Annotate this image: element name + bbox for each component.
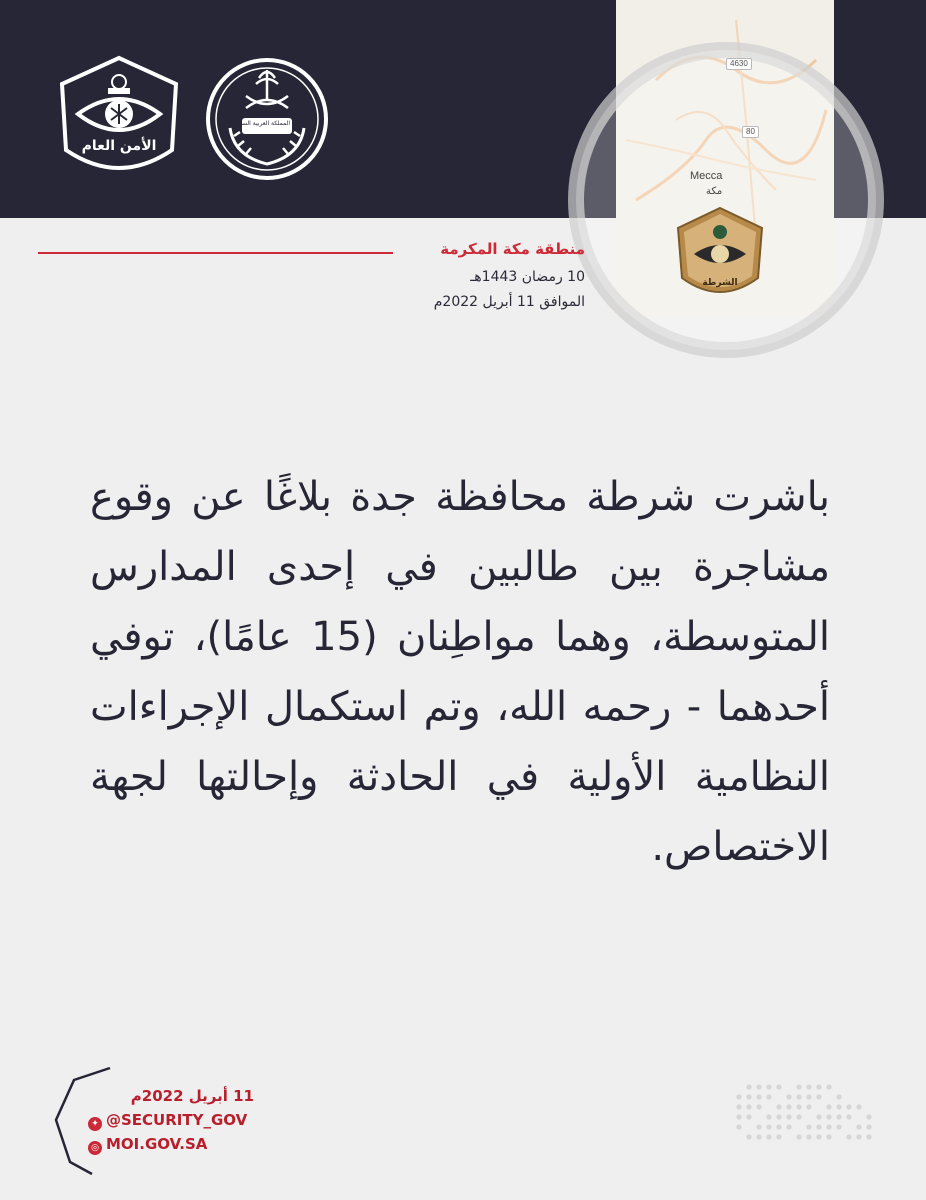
dot	[756, 1084, 761, 1089]
dot	[756, 1104, 761, 1109]
dot	[736, 1104, 741, 1109]
dot	[776, 1134, 781, 1139]
dot	[836, 1114, 841, 1119]
dot	[806, 1084, 811, 1089]
dot	[826, 1104, 831, 1109]
dot	[766, 1134, 771, 1139]
dot	[856, 1134, 861, 1139]
decorative-dot-pattern	[734, 1082, 874, 1146]
dot	[786, 1114, 791, 1119]
dot	[866, 1114, 871, 1119]
dot	[776, 1124, 781, 1129]
dot	[856, 1124, 861, 1129]
region-title: منطقة مكة المكرمة	[440, 240, 585, 258]
dot	[766, 1124, 771, 1129]
dot	[826, 1124, 831, 1129]
footer-website[interactable]	[88, 1135, 207, 1155]
dot	[796, 1104, 801, 1109]
dot	[756, 1124, 761, 1129]
dot	[826, 1114, 831, 1119]
dot	[736, 1094, 741, 1099]
dot	[736, 1114, 741, 1119]
gregorian-date: الموافق 11 أبريل 2022م	[433, 294, 585, 310]
footer-twitter[interactable]	[88, 1111, 247, 1131]
dot	[766, 1114, 771, 1119]
dot	[746, 1114, 751, 1119]
map-city-label-ar: مكة	[706, 186, 723, 197]
dot	[786, 1094, 791, 1099]
dot	[806, 1104, 811, 1109]
dot	[856, 1104, 861, 1109]
dot	[796, 1094, 801, 1099]
road-badge-80: 80	[742, 126, 759, 138]
dot	[816, 1084, 821, 1089]
dot	[796, 1114, 801, 1119]
dot	[836, 1124, 841, 1129]
globe-icon: ◎	[88, 1141, 102, 1155]
dot	[776, 1114, 781, 1119]
dot	[766, 1084, 771, 1089]
ministry-seal-logo	[204, 56, 330, 182]
dot	[816, 1124, 821, 1129]
dot	[746, 1134, 751, 1139]
dot	[766, 1094, 771, 1099]
dot	[776, 1084, 781, 1089]
road-badge-4630: 4630	[726, 58, 752, 70]
dot	[756, 1134, 761, 1139]
dot	[846, 1134, 851, 1139]
police-badge-label-2: الشرطة	[702, 278, 738, 288]
dot	[806, 1124, 811, 1129]
dot	[846, 1114, 851, 1119]
dot	[776, 1104, 781, 1109]
public-security-logo	[56, 54, 182, 182]
dot	[816, 1114, 821, 1119]
dot	[866, 1134, 871, 1139]
dot	[756, 1094, 761, 1099]
dot	[846, 1104, 851, 1109]
hijri-date: 10 رمضان 1443هـ	[470, 269, 585, 285]
twitter-handle: @SECURITY_GOV	[106, 1111, 248, 1129]
dot	[746, 1084, 751, 1089]
announcement-body: باشرت شرطة محافظة جدة بلاغًا عن وقوع مشاجرة بين طالبين في إحدى المدارس المتوسطة، وهما مواطِنان (15 عامًا)، توفي أحدهما - رحمه الله، وتم استكمال الإجراءات النظامية الأولية في الحادثة وإحالتها لجهة الاختصاص.	[90, 474, 830, 870]
footer-date: 11 أبريل 2022م	[130, 1087, 254, 1105]
dot	[826, 1084, 831, 1089]
dot	[866, 1124, 871, 1129]
dot	[786, 1104, 791, 1109]
twitter-icon: ✦	[88, 1117, 102, 1131]
ministry-seal-label: المملكة العربية السعودية	[228, 120, 290, 127]
dot	[736, 1124, 741, 1129]
website-url: MOI.GOV.SA	[106, 1135, 208, 1153]
map-city-label-en: Mecca	[690, 170, 723, 182]
dot	[786, 1124, 791, 1129]
map-card	[616, 0, 834, 316]
dot	[796, 1084, 801, 1089]
title-rule	[38, 252, 393, 254]
dot	[816, 1134, 821, 1139]
dot	[836, 1104, 841, 1109]
dot	[806, 1094, 811, 1099]
dot	[806, 1134, 811, 1139]
dot	[746, 1094, 751, 1099]
dot	[746, 1104, 751, 1109]
dot	[826, 1134, 831, 1139]
police-badge	[674, 206, 766, 302]
dot	[836, 1094, 841, 1099]
public-security-label: الأمن العام	[81, 138, 157, 154]
dot	[816, 1094, 821, 1099]
dot	[796, 1134, 801, 1139]
